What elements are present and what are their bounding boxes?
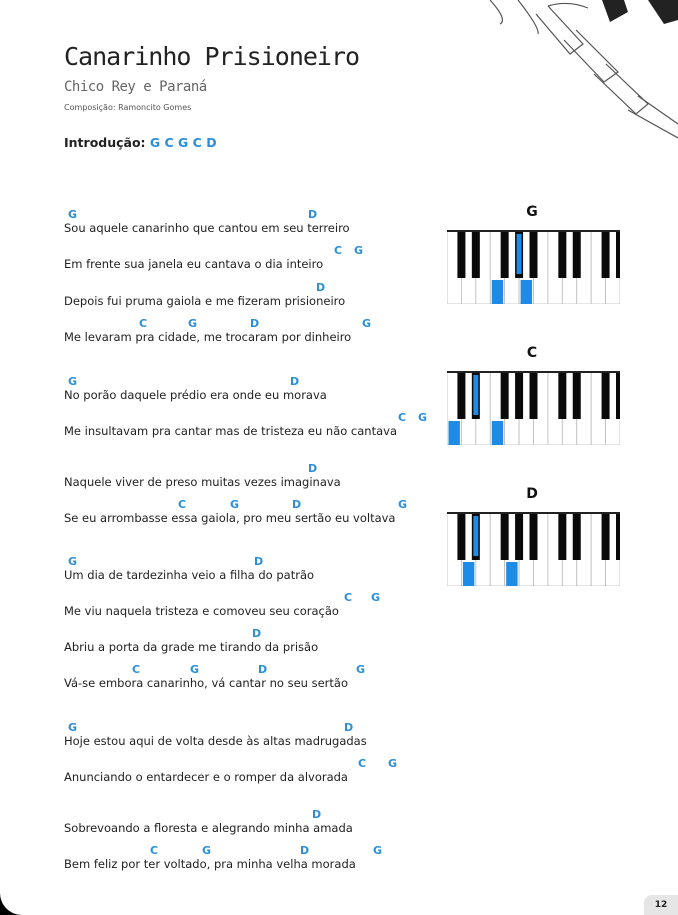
chord-row — [64, 591, 434, 605]
black-key — [558, 371, 566, 419]
chord-row — [64, 721, 434, 735]
lyric-line-9 — [64, 555, 434, 591]
chord-symbol: G — [230, 498, 240, 511]
chord-symbol: C — [178, 498, 187, 511]
black-key — [602, 230, 610, 278]
lyric-line-11 — [64, 627, 434, 663]
chord-symbol: G — [354, 244, 364, 257]
chord-symbol: G — [373, 844, 383, 857]
black-key — [501, 371, 509, 419]
chord-diagram-label-g: G — [526, 204, 538, 220]
black-key — [501, 512, 509, 560]
lyric-line-1 — [64, 208, 434, 244]
keyboard-top-edge — [447, 371, 620, 373]
lyric-line-7 — [64, 462, 434, 498]
chord-row — [64, 281, 434, 295]
chord-row — [64, 411, 434, 425]
black-key — [602, 371, 610, 419]
chord-symbol: G — [68, 208, 78, 221]
chord-row — [64, 317, 434, 331]
black-key — [457, 512, 465, 560]
black-key — [457, 230, 465, 278]
chord-symbol: C — [358, 757, 367, 770]
white-key-highlight — [492, 421, 503, 445]
chord-symbol: D — [316, 281, 326, 294]
page-number: 12 — [644, 895, 678, 915]
lyric-text: Um dia de tardezinha veio a filha do patrão — [64, 568, 315, 582]
white-key-highlight — [492, 280, 503, 304]
chord-symbol: D — [254, 555, 264, 568]
lyric-text: Anunciando o entardecer e o romper da alvorada — [64, 770, 348, 784]
black-key — [457, 371, 465, 419]
chord-row — [64, 462, 434, 476]
lyric-line-16 — [64, 844, 434, 880]
chord-symbol: D — [308, 208, 318, 221]
chord-row — [64, 375, 434, 389]
keyboard-top-edge — [447, 230, 620, 232]
song-artist: Chico Rey e Paraná — [64, 79, 207, 95]
chord-symbol: C — [334, 244, 343, 257]
chord-row — [64, 498, 434, 512]
chord-symbol: C — [139, 317, 148, 330]
black-key — [616, 371, 620, 419]
black-key — [602, 512, 610, 560]
lyric-line-12 — [64, 663, 434, 699]
lyric-text: Abriu a porta da grade me tirando da prisão — [64, 640, 319, 654]
black-key — [530, 371, 538, 419]
white-key-highlight — [506, 562, 517, 586]
intro-chords: G C G C D — [149, 135, 217, 150]
chord-symbol: C — [132, 663, 141, 676]
chord-symbol: D — [290, 375, 300, 388]
black-key — [573, 371, 581, 419]
lyric-line-15 — [64, 808, 434, 844]
song-composer: Composição: Ramoncito Gomes — [64, 103, 192, 112]
chord-symbol: G — [398, 498, 408, 511]
keyboard-top-edge — [447, 512, 620, 514]
piano-diagram-d — [447, 512, 620, 586]
intro-label: Introdução: — [64, 135, 146, 150]
chord-symbol: D — [308, 462, 318, 475]
black-key — [616, 230, 620, 278]
chord-symbol: G — [371, 591, 381, 604]
black-key — [573, 230, 581, 278]
lyric-text: Se eu arrombasse essa gaiola, pro meu sertão eu voltava — [64, 511, 396, 525]
chord-row — [64, 663, 434, 677]
chord-symbol: D — [344, 721, 354, 734]
chord-symbol: G — [362, 317, 372, 330]
black-key — [558, 512, 566, 560]
lyric-text: Hoje estou aqui de volta desde às altas madrugadas — [64, 734, 367, 748]
chord-symbol: D — [252, 627, 262, 640]
chord-symbol: D — [300, 844, 310, 857]
chord-diagram-label-d: D — [526, 486, 538, 502]
chord-symbol: G — [68, 375, 78, 388]
chord-symbol: G — [68, 721, 78, 734]
black-key — [530, 512, 538, 560]
lyric-line-2 — [64, 244, 434, 280]
chord-symbol: G — [388, 757, 398, 770]
chord-row — [64, 555, 434, 569]
lyric-line-3 — [64, 281, 434, 317]
chord-row — [64, 844, 434, 858]
lyric-line-4 — [64, 317, 434, 353]
intro-line — [64, 135, 217, 150]
black-key — [530, 230, 538, 278]
black-key — [472, 230, 480, 278]
chord-symbol: C — [150, 844, 159, 857]
lyric-line-13 — [64, 721, 434, 757]
chord-symbol: D — [258, 663, 268, 676]
chord-symbol: D — [312, 808, 322, 821]
chord-symbol: D — [250, 317, 260, 330]
lyric-line-14 — [64, 757, 434, 793]
lyric-text: Naquele viver de preso muitas vezes imaginava — [64, 475, 341, 489]
chord-symbol: G — [190, 663, 200, 676]
black-key-highlight — [517, 234, 522, 274]
piano-diagram-c — [447, 371, 620, 445]
song-title: Canarinho Prisioneiro — [64, 42, 360, 71]
lyric-text: Bem feliz por ter voltado, pra minha velha morada — [64, 857, 356, 871]
white-key-highlight — [449, 421, 460, 445]
black-key — [558, 230, 566, 278]
chord-symbol: G — [68, 555, 78, 568]
lyric-text: Em frente sua janela eu cantava o dia inteiro — [64, 257, 324, 271]
chord-symbol: C — [398, 411, 407, 424]
black-key — [515, 371, 523, 419]
lyric-line-6 — [64, 411, 434, 447]
lyric-line-10 — [64, 591, 434, 627]
lyric-text: Me viu naquela tristeza e comoveu seu coração — [64, 604, 339, 618]
black-key — [501, 230, 509, 278]
lyric-text: Me insultavam pra cantar mas de tristeza eu não cantava — [64, 424, 397, 438]
piano-keys-decoration — [478, 0, 678, 140]
chord-row — [64, 757, 434, 771]
chord-symbol: G — [202, 844, 212, 857]
black-key-highlight — [473, 375, 478, 415]
chord-symbol: G — [188, 317, 198, 330]
lyric-text: Vá-se embora canarinho, vá cantar no seu sertão — [64, 676, 348, 690]
lyric-text: Sobrevoando a floresta e alegrando minha amada — [64, 821, 353, 835]
white-key-highlight — [521, 280, 532, 304]
chord-symbol: G — [356, 663, 366, 676]
chord-symbol: D — [292, 498, 302, 511]
lyric-line-5 — [64, 375, 434, 411]
lyric-text: Sou aquele canarinho que cantou em seu terreiro — [64, 221, 350, 235]
piano-diagram-g — [447, 230, 620, 304]
chord-row — [64, 244, 434, 258]
chord-symbol: C — [344, 591, 353, 604]
chord-row — [64, 627, 434, 641]
chord-symbol: G — [418, 411, 428, 424]
lyric-line-8 — [64, 498, 434, 534]
chord-row — [64, 808, 434, 822]
lyric-text: Depois fui pruma gaiola e me fizeram prisioneiro — [64, 294, 346, 308]
lyric-text: Me levaram pra cidade, me trocaram por dinheiro — [64, 330, 352, 344]
black-key — [573, 512, 581, 560]
white-key-highlight — [463, 562, 474, 586]
lyric-text: No porão daquele prédio era onde eu morava — [64, 388, 327, 402]
black-key-highlight — [473, 516, 478, 556]
chord-diagram-label-c: C — [526, 345, 538, 361]
black-key — [515, 512, 523, 560]
chord-row — [64, 208, 434, 222]
black-key — [616, 512, 620, 560]
